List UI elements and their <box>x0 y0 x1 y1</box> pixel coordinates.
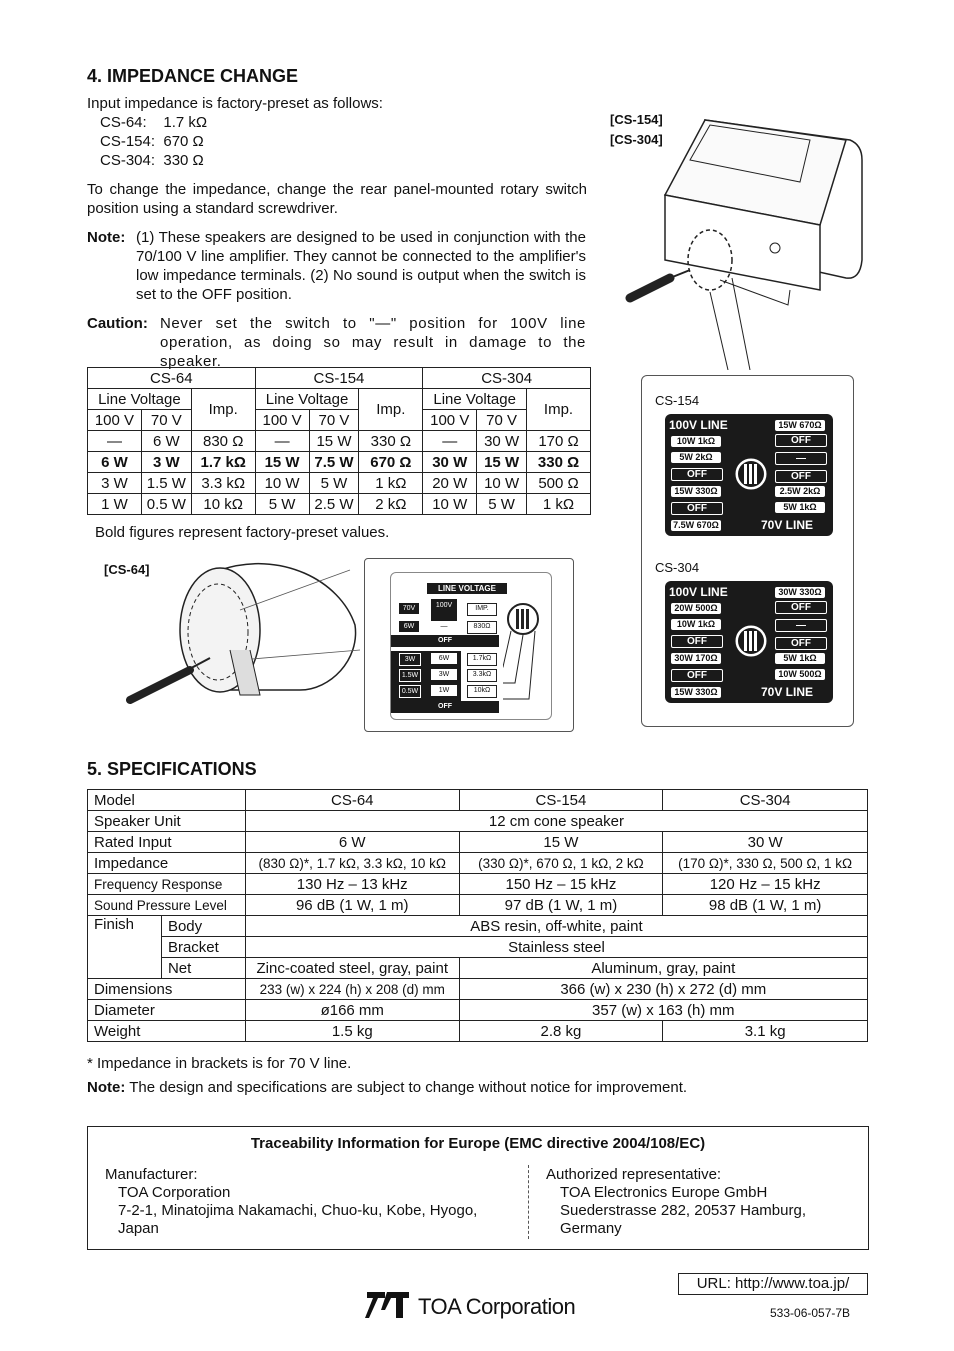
table-cell: 10 W <box>255 473 309 494</box>
table-cell: 15 W <box>255 452 309 473</box>
spec-row-dimensions <box>88 979 868 1000</box>
spec-value: 150 Hz – 15 kHz <box>459 874 663 895</box>
table-cell: 10 W <box>477 473 527 494</box>
rep-address: Suederstrasse 282, 20537 Hamburg, <box>560 1202 806 1219</box>
impedance-intro: Input impedance is factory-preset as follows: <box>87 95 383 112</box>
v100-header: 100 V <box>255 410 309 431</box>
cs154-pos-l3: OFF <box>671 468 723 481</box>
cs64-r2-imp: 1.7kΩ <box>467 653 497 666</box>
table-cell: 670 Ω <box>359 452 423 473</box>
spec-row-finish-bracket <box>88 937 868 958</box>
table-cell: 30 W <box>477 431 527 452</box>
cs64-r3-100v: 3W <box>431 669 457 680</box>
table-row <box>88 431 591 452</box>
table-cell: 6 W <box>141 431 191 452</box>
cs304-rotary-switch-icon <box>731 621 771 661</box>
cs64-col-imp: IMP. <box>467 603 497 616</box>
cs154-pos-dash: — <box>775 452 827 465</box>
table-cell: 0.5 W <box>141 494 191 515</box>
impedance-table <box>87 367 591 515</box>
cs154-speaker-illustration <box>610 100 870 370</box>
cs64-col-100v: 100V <box>431 599 457 621</box>
rep-name: TOA Electronics Europe GmbH <box>560 1184 768 1201</box>
table-cell: — <box>423 431 477 452</box>
spec-label: Sound Pressure Level <box>88 895 246 916</box>
spec-value: 233 (w) x 224 (h) x 208 (d) mm <box>245 979 459 1000</box>
table-cell: 3 W <box>88 473 142 494</box>
spec-value: 30 W <box>663 832 868 853</box>
spec-value: 12 cm cone speaker <box>245 811 867 832</box>
spec-row-finish-net <box>88 958 868 979</box>
table-cell: 500 Ω <box>527 473 591 494</box>
v100-header: 100 V <box>423 410 477 431</box>
cs154-pos-l2: 5W 2kΩ <box>671 452 721 463</box>
table-model-cs64: CS-64 <box>88 368 256 389</box>
spec-label: Frequency Response <box>88 874 246 895</box>
spec-value: CS-154 <box>459 790 663 811</box>
spec-note-label: Note: <box>87 1079 126 1096</box>
spec-value: (330 Ω)*, 670 Ω, 1 kΩ, 2 kΩ <box>459 853 663 874</box>
cs64-col-70v: 70V <box>399 603 419 614</box>
cs154-pos-r4: 2.5W 2kΩ <box>775 486 825 497</box>
spec-label: Impedance <box>88 853 246 874</box>
cs64-speaker-illustration <box>110 550 370 710</box>
fig-cs64-label: [CS-64] <box>104 562 150 577</box>
spec-sublabel: Body <box>161 916 245 937</box>
traceability-divider <box>528 1165 529 1239</box>
cs64-off-2: OFF <box>391 701 499 713</box>
spec-row-model <box>88 790 868 811</box>
table-cell: 1 kΩ <box>359 473 423 494</box>
manufacturer-label: Manufacturer: <box>105 1166 198 1183</box>
cs64-off-1: OFF <box>391 635 499 647</box>
preset-cs64: CS-64: 1.7 kΩ <box>100 114 208 131</box>
cs64-r3-70v: 1.5W <box>399 669 421 682</box>
toa-logo-icon <box>365 1288 411 1322</box>
cs64-r2-100v: 6W <box>431 653 457 664</box>
spec-value: 3.1 kg <box>663 1021 868 1042</box>
cs64-r1-70v: 6W <box>399 621 419 632</box>
cs154-pos-r5: 5W 1kΩ <box>775 502 825 513</box>
note-label: Note: <box>87 229 126 246</box>
table-model-cs304: CS-304 <box>423 368 591 389</box>
spec-label: Diameter <box>88 1000 246 1021</box>
spec-value: (170 Ω)*, 330 Ω, 500 Ω, 1 kΩ <box>663 853 868 874</box>
spec-value: 120 Hz – 15 kHz <box>663 874 868 895</box>
fig-cs154-label: [CS-154] <box>610 112 663 127</box>
cs64-r4-70v: 0.5W <box>399 685 421 698</box>
line-voltage-header: Line Voltage <box>423 389 527 410</box>
spec-value: 98 dB (1 W, 1 m) <box>663 895 868 916</box>
spec-sublabel: Bracket <box>161 937 245 958</box>
caution-text: Never set the switch to "—" position for 100V line operation, as doing so may result in damage to the speaker. <box>160 315 586 370</box>
spec-value: 96 dB (1 W, 1 m) <box>245 895 459 916</box>
spec-value: 366 (w) x 230 (h) x 272 (d) mm <box>459 979 867 1000</box>
spec-value: Zinc-coated steel, gray, paint <box>245 958 459 979</box>
spec-row-weight <box>88 1021 868 1042</box>
cs154-rotary-switch-icon <box>731 454 771 494</box>
table-cell: 1.5 W <box>141 473 191 494</box>
spec-value: CS-64 <box>245 790 459 811</box>
spec-row-finish-body <box>88 916 868 937</box>
table-cell: 5 W <box>255 494 309 515</box>
v100-header: 100 V <box>88 410 142 431</box>
spec-value: ø166 mm <box>245 1000 459 1021</box>
cs64-r4-imp: 10kΩ <box>467 685 497 698</box>
traceability-title: Traceability Information for Europe (EMC directive 2004/108/EC) <box>250 1135 706 1152</box>
note-text: (1) These speakers are designed to be used in conjunction with the 70/100 V line amplifier. They cannot be connected to the amplifier's low impedance terminals. (2) No sound is output when the switch is set to the OFF position. <box>136 229 586 303</box>
manufacturer-country: Japan <box>118 1220 159 1237</box>
cs154-pos-r3: OFF <box>775 470 827 483</box>
spec-label: Model <box>88 790 246 811</box>
imp-header: Imp. <box>191 389 255 431</box>
table-cell: 7.5 W <box>309 452 359 473</box>
table-cell: 830 Ω <box>191 431 255 452</box>
spec-row-diameter <box>88 1000 868 1021</box>
rep-country: Germany <box>560 1220 622 1237</box>
spec-value: 357 (w) x 163 (h) mm <box>459 1000 867 1021</box>
toa-company-name: TOA Corporation <box>418 1294 576 1319</box>
table-cell: 2.5 W <box>309 494 359 515</box>
spec-note <box>87 1078 687 1097</box>
imp-header: Imp. <box>527 389 591 431</box>
spec-row-spl <box>88 895 868 916</box>
url-box[interactable]: URL: http://www.toa.jp/ <box>678 1273 868 1295</box>
table-cell: 10 W <box>423 494 477 515</box>
spec-value: (830 Ω)*, 1.7 kΩ, 3.3 kΩ, 10 kΩ <box>245 853 459 874</box>
cs154-switch-panel <box>665 414 833 536</box>
spec-value: 97 dB (1 W, 1 m) <box>459 895 663 916</box>
caution-label: Caution: <box>87 315 148 332</box>
cs304-pos-r5: 10W 500Ω <box>775 669 825 680</box>
section-5-heading: 5. SPECIFICATIONS <box>87 759 257 779</box>
traceability-box <box>87 1126 869 1250</box>
cs154-70v-line: 70V LINE <box>761 518 814 532</box>
cs64-r3-imp: 3.3kΩ <box>467 669 497 682</box>
table-cell: 1.7 kΩ <box>191 452 255 473</box>
spec-value: ABS resin, off-white, paint <box>245 916 867 937</box>
cs304-pos-l3: OFF <box>671 635 723 648</box>
spec-label-finish: Finish <box>88 916 162 979</box>
cs304-pos-dash: — <box>775 619 827 632</box>
spec-label: Speaker Unit <box>88 811 246 832</box>
cs304-caption: CS-304 <box>655 560 700 575</box>
spec-value: Stainless steel <box>245 937 867 958</box>
manufacturer-address: 7-2-1, Minatojima Nakamachi, Chuo-ku, Kobe, Hyogo, <box>118 1202 478 1219</box>
table-cell: 6 W <box>88 452 142 473</box>
table-cell: 2 kΩ <box>359 494 423 515</box>
spec-value: Aluminum, gray, paint <box>459 958 867 979</box>
cs64-r1-imp: 830Ω <box>467 621 497 634</box>
spec-sublabel: Net <box>161 958 245 979</box>
cs304-pos-l1: 20W 500Ω <box>671 603 721 614</box>
imp-header: Imp. <box>359 389 423 431</box>
table-cell: 3.3 kΩ <box>191 473 255 494</box>
cs304-pos-l2: 10W 1kΩ <box>671 619 721 630</box>
spec-value: 15 W <box>459 832 663 853</box>
table-cell: 330 Ω <box>359 431 423 452</box>
cs64-panel-title: LINE VOLTAGE <box>427 583 507 594</box>
specifications-table <box>87 789 868 1042</box>
cs154-pos-l5: OFF <box>671 502 723 515</box>
table-model-cs154: CS-154 <box>255 368 423 389</box>
table-cell: 30 W <box>423 452 477 473</box>
cs154-pos-r1: 15W 670Ω <box>775 420 825 431</box>
cs154-100v-line: 100V LINE <box>669 418 728 432</box>
spec-label: Dimensions <box>88 979 246 1000</box>
table-cell: 3 W <box>141 452 191 473</box>
spec-value: 1.5 kg <box>245 1021 459 1042</box>
cs304-pos-r3: OFF <box>775 637 827 650</box>
table-cell: 1 W <box>88 494 142 515</box>
v70-header: 70 V <box>309 410 359 431</box>
cs304-switch-panel <box>665 581 833 703</box>
table-cell: 330 Ω <box>527 452 591 473</box>
spec-value: 6 W <box>245 832 459 853</box>
spec-note-text: The design and specifications are subject to change without notice for improvement. <box>125 1079 688 1096</box>
table-row-preset <box>88 452 591 473</box>
table-cell: 15 W <box>309 431 359 452</box>
table-cell: — <box>255 431 309 452</box>
table-row <box>88 473 591 494</box>
cs304-pos-l4: 30W 170Ω <box>671 653 721 664</box>
bold-figures-note: Bold figures represent factory-preset values. <box>95 524 390 541</box>
cs154-pos-r2: OFF <box>775 434 827 447</box>
cs304-100v-line: 100V LINE <box>669 585 728 599</box>
manufacturer-name: TOA Corporation <box>118 1184 231 1201</box>
cs304-pos-r4: 5W 1kΩ <box>775 653 825 664</box>
cs304-pos-r1: 30W 330Ω <box>775 587 825 598</box>
cs304-pos-l5: OFF <box>671 669 723 682</box>
cs64-rotary-switch-icon <box>503 597 547 707</box>
cs64-r4-100v: 1W <box>431 685 457 696</box>
change-instructions: To change the impedance, change the rear panel-mounted rotary switch position using a standard screwdriver. <box>87 181 587 217</box>
table-cell: 5 W <box>309 473 359 494</box>
impedance-footnote: * Impedance in brackets is for 70 V line. <box>87 1055 352 1072</box>
line-voltage-header: Line Voltage <box>88 389 192 410</box>
cs154-pos-l4: 15W 330Ω <box>671 486 721 497</box>
spec-row-speaker-unit <box>88 811 868 832</box>
cs304-pos-r2: OFF <box>775 601 827 614</box>
table-cell: 170 Ω <box>527 431 591 452</box>
spec-row-frequency <box>88 874 868 895</box>
cs154-caption: CS-154 <box>655 393 700 408</box>
spec-row-rated-input <box>88 832 868 853</box>
v70-header: 70 V <box>141 410 191 431</box>
table-cell: 5 W <box>477 494 527 515</box>
table-cell: 20 W <box>423 473 477 494</box>
table-cell: 15 W <box>477 452 527 473</box>
spec-value: CS-304 <box>663 790 868 811</box>
table-cell: 1 kΩ <box>527 494 591 515</box>
document-number: 533-06-057-7B <box>770 1306 851 1320</box>
cs64-r1-100v: — <box>431 621 457 632</box>
fig-cs304-label: [CS-304] <box>610 132 663 147</box>
rep-label: Authorized representative: <box>546 1166 722 1183</box>
spec-row-impedance <box>88 853 868 874</box>
spec-label: Weight <box>88 1021 246 1042</box>
table-cell: 10 kΩ <box>191 494 255 515</box>
cs304-pos-l6: 15W 330Ω <box>671 687 721 698</box>
cs64-r2-70v: 3W <box>399 653 421 666</box>
line-voltage-header: Line Voltage <box>255 389 359 410</box>
spec-label: Rated Input <box>88 832 246 853</box>
cs154-pos-l6: 7.5W 670Ω <box>671 520 721 531</box>
section-4-heading: 4. IMPEDANCE CHANGE <box>87 66 299 86</box>
preset-cs304: CS-304: 330 Ω <box>100 152 204 169</box>
spec-value: 2.8 kg <box>459 1021 663 1042</box>
spec-value: 130 Hz – 13 kHz <box>245 874 459 895</box>
cs304-70v-line: 70V LINE <box>761 685 814 699</box>
table-row <box>88 494 591 515</box>
cs154-pos-l1: 10W 1kΩ <box>671 436 721 447</box>
cs64-switch-panel <box>390 572 552 720</box>
table-cell: — <box>88 431 142 452</box>
v70-header: 70 V <box>477 410 527 431</box>
preset-cs154: CS-154: 670 Ω <box>100 133 204 150</box>
